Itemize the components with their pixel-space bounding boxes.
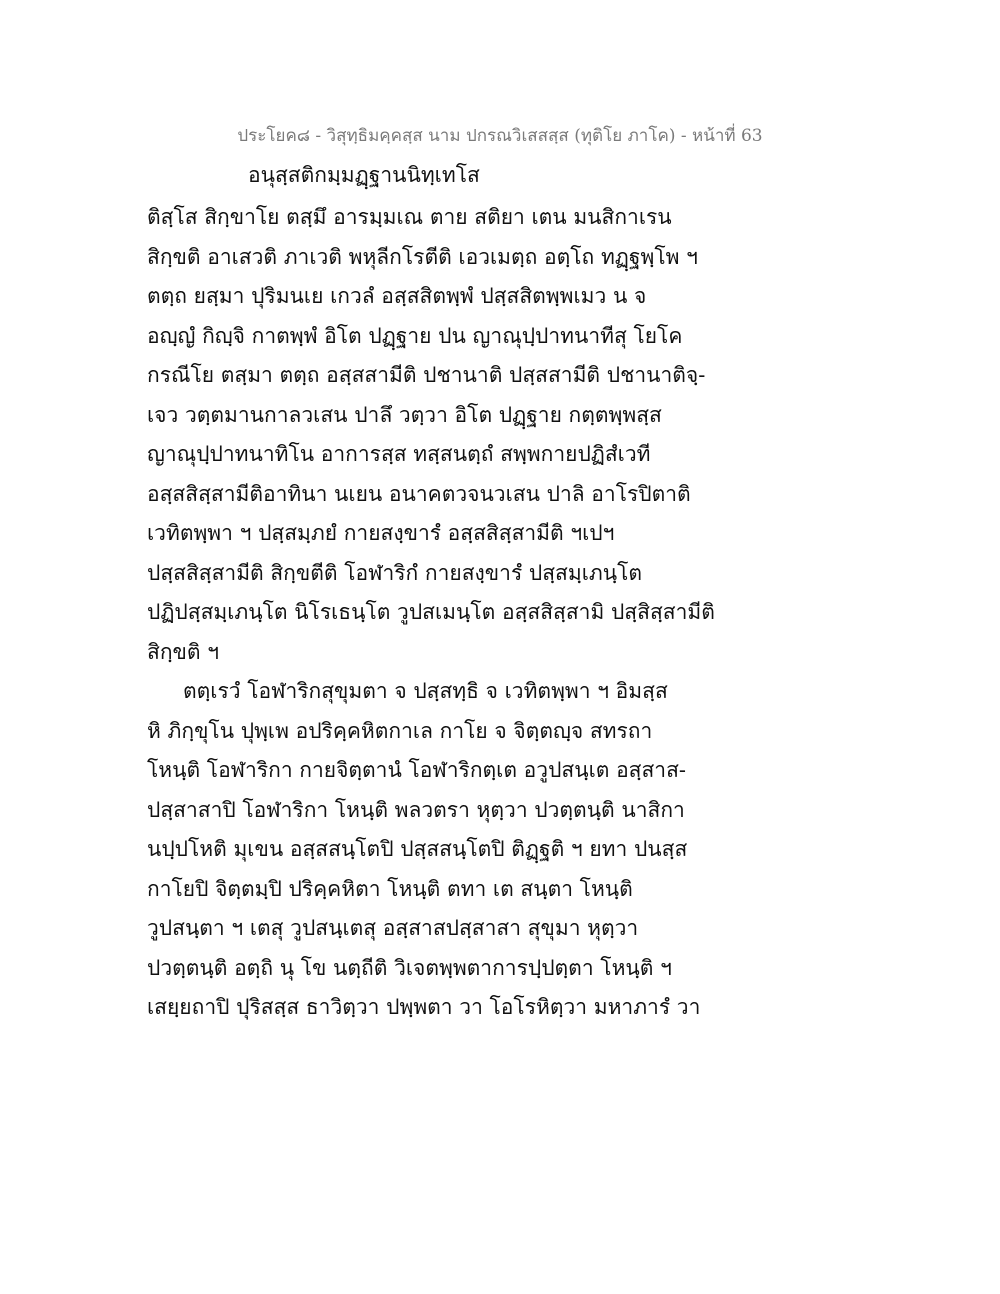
body-text — [147, 198, 857, 1028]
text-line: สิกฺขติ ฯ — [147, 639, 219, 664]
text-line: กรณีโย ตสฺมา ตตฺถ อสฺสสามีติ ปชานาติ ปสฺสสามีติ ปชานาติจฺ- — [147, 363, 706, 387]
text-line: เจว วตฺตมานกาลวเสน ปาลึ วตฺวา อิโต ปฏฺฐาย กตฺตพฺพสฺส — [147, 402, 662, 427]
text-line: ติสฺโส สิกฺขาโย ตสฺมึ อารมฺมเณ ตาย สติยา เตน มนสิกาเรน — [147, 205, 672, 229]
text-line: วูปสนฺตา ฯ เตสุ วูปสนฺเตสุ อสฺสาสปสฺสาสา สุขุมา หุตฺวา — [147, 916, 639, 940]
running-header: ประโยค๘ - วิสุทฺธิมคฺคสฺส นาม ปกรณวิเสสสฺส (ทุติโย ภาโค) - หน้าที่ 63 — [237, 126, 763, 146]
text-line: กาโยปิ จิตฺตมฺปิ ปริคฺคหิตา โหนฺติ ตทา เต สนฺตา โหนฺติ — [147, 876, 633, 901]
text-line: ปวตฺตนฺติ อตฺถิ นุ โข นตฺถีติ วิเจตพฺพตาการปฺปตฺตา โหนฺติ ฯ — [147, 955, 672, 980]
text-line: อสฺสสิสฺสามีติอาทินา นเยน อนาคตวจนวเสน ปาลิ อาโรปิตาติ — [147, 481, 691, 506]
text-line: ตตฺเรวํ โอฬาริกสุขุมตา จ ปสฺสทฺธิ จ เวทิตพฺพา ฯ อิมสฺส — [183, 679, 668, 703]
text-line: หิ ภิกฺขุโน ปุพฺเพ อปริคฺคหิตกาเล กาโย จ จิตฺตญฺจ สทรถา — [147, 718, 653, 743]
text-line: ปฏิปสฺสมฺเภนฺโต นิโรเธนฺโต วูปสเมนฺโต อสฺสสิสฺสามิ ปสฺสิสฺสามีติ — [147, 600, 715, 624]
text-line: ปสฺสสิสฺสามีติ สิกฺขตีติ โอฬาริกํ กายสงฺขารํ ปสฺสมฺเภนฺโต — [147, 560, 642, 585]
text-line: เวทิตพฺพา ฯ ปสฺสมฺภยํ กายสงฺขารํ อสฺสสิสฺสามีติ ฯเปฯ — [147, 521, 615, 545]
text-line: นปฺปโหติ มุเขน อสฺสสนฺโตปิ ปสฺสสนฺโตปิ ติฏฺฐติ ฯ ยทา ปนสฺส — [147, 837, 688, 861]
text-line: โหนฺติ โอฬาริกา กายจิตฺตานํ โอฬาริกตฺเต อวูปสนฺเต อสฺสาส- — [147, 758, 687, 782]
text-line: เสยฺยถาปิ ปุริสสฺส ธาวิตฺวา ปพฺพตา วา โอโรหิตฺวา มหาภารํ วา — [147, 995, 701, 1019]
text-line: อญฺญํ กิญฺจิ กาตพฺพํ อิโต ปฏฺฐาย ปน ญาณุปฺปาทนาทีสุ โยโค — [147, 323, 683, 348]
text-line: สิกฺขติ อาเสวติ ภาเวติ พหุลีกโรตีติ เอวเมตฺถ อตฺโถ ทฏฺฐพฺโพ ฯ — [147, 244, 698, 269]
section-heading: อนุสฺสติกมฺมฏฺฐานนิทฺเทโส — [248, 163, 480, 187]
text-line: ญาณุปฺปาทนาทิโน อาการสฺส ทสฺสนตฺถํ สพฺพกายปฏิสํเวที — [147, 442, 651, 466]
text-line: ปสฺสาสาปิ โอฬาริกา โหนฺติ พลวตรา หุตฺวา ปวตฺตนฺติ นาสิกา — [147, 797, 685, 822]
text-line: ตตฺถ ยสฺมา ปุริมนเย เกวลํ อสฺสสิตพฺพํ ปสฺสสิตพฺพเมว น จ — [147, 284, 647, 308]
